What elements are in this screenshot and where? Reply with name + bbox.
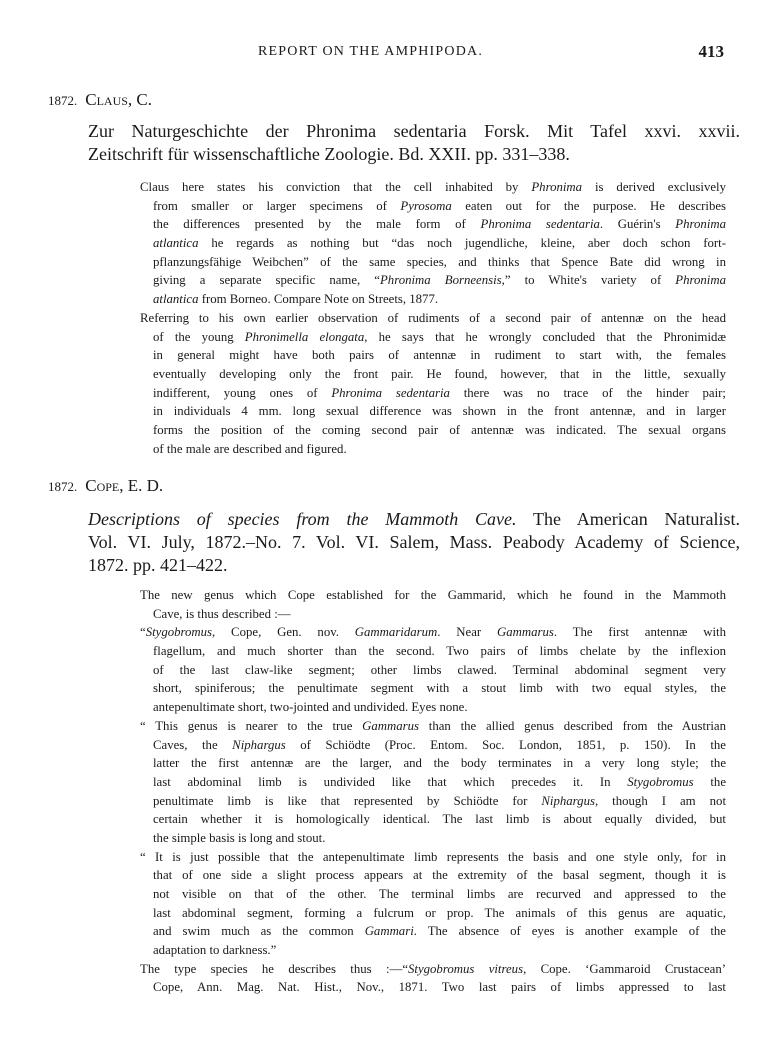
page-number: 413 (698, 42, 724, 61)
entry-summary (140, 586, 726, 997)
text-run: than the allied genus described from the Austrian (419, 718, 726, 733)
text-line (140, 290, 726, 309)
text-run: short, spiniferous; the penultimate segment with a stout limb with two equal styles, the (153, 681, 726, 696)
italic-term: Phronima (531, 180, 583, 194)
entry-year: 1872. (48, 479, 78, 494)
text-run: of the young (153, 329, 245, 344)
text-line (140, 440, 726, 459)
text-run: not visible on that of the other. The terminal limbs are recurved and appressed to the (153, 887, 726, 901)
text-line (140, 234, 726, 253)
running-head (0, 44, 776, 64)
text-line (140, 365, 726, 384)
italic-term: Phronimella elongata (244, 329, 365, 344)
entry-summary (140, 178, 726, 458)
text-line (140, 698, 726, 717)
text-run: . Guérin's (599, 217, 676, 232)
text-line (140, 978, 726, 997)
text-line (140, 328, 726, 347)
text-run: “ It is just possible that the antepenultimate limb represents the basis and one style only, for in (140, 849, 726, 864)
italic-term: Gammaridarum (354, 625, 438, 640)
text-run: of Schiödte (Proc. Entom. Soc. London, 1851, p. 150). In the (285, 737, 726, 752)
text-run: Claus here states his conviction that the cell inhabited by (140, 180, 532, 194)
text-run: . The absence of eyes is another example of the (413, 924, 726, 939)
citation-line: 1872. pp. 421–422. (88, 555, 228, 575)
italic-term: Stygobromus (145, 625, 213, 640)
text-line (140, 253, 726, 272)
text-run: in general might have both pairs of antennæ in rudiment to start with, the females (153, 348, 726, 363)
italic-term: Stygobromus (627, 774, 694, 789)
text-run: The new genus which Cope established for the Gammarid, which he found in the Mammoth (140, 588, 726, 602)
text-run: adaptation to darkness.” (153, 943, 277, 958)
text-line (140, 941, 726, 960)
italic-term: atlantica (153, 292, 199, 307)
text-run: antepenultimate short, two-jointed and undivided. Eyes none. (153, 700, 468, 715)
text-run: from smaller or larger specimens of (153, 198, 401, 213)
citation-line: Zur Naturgeschichte der Phronima sedentaria Forsk. Mit Tafel xxvi. xxvii. (88, 121, 740, 141)
text-line (140, 885, 726, 904)
text-run: , though I am not (594, 793, 726, 808)
text-run: is derived exclusively (582, 180, 726, 194)
text-run: , Cope, Gen. nov. (212, 625, 355, 640)
text-line (140, 346, 726, 365)
text-line (140, 309, 726, 328)
text-run: last abdominal limb is undivided like that which precedes it. In (153, 774, 628, 789)
text-line (140, 215, 726, 234)
text-line (140, 754, 726, 773)
text-line (140, 402, 726, 421)
entry-author: Claus, C. (85, 90, 153, 109)
text-line (140, 736, 726, 755)
text-run: that of one side a slight process appears at the extremity of the basal segment, though it is (153, 868, 726, 883)
citation-line: Zeitschrift für wissenschaftliche Zoologie. Bd. XXII. pp. 331–338. (88, 144, 570, 164)
text-line (140, 605, 726, 624)
text-line (140, 197, 726, 216)
text-run: forms the position of the coming second pair of antennæ was indicated. The sexual organs (153, 422, 726, 437)
italic-term: Niphargus (232, 737, 286, 752)
text-run: giving a separate specific name, “ (153, 273, 380, 288)
text-line (140, 586, 726, 605)
text-line (140, 623, 726, 642)
citation-line (88, 508, 740, 531)
text-run: ” to White's variety of (504, 273, 676, 288)
italic-term: Phronima (675, 273, 726, 288)
text-run: “ This genus is nearer to the true (140, 718, 363, 733)
text-run: “ (140, 625, 146, 640)
text-run: the differences presented by the male form of (153, 217, 481, 232)
text-run: in individuals 4 mm. long sexual difference was shown in the front antennæ, and in larger (153, 404, 726, 419)
text-run: indifferent, young ones of (153, 385, 332, 400)
text-run: eaten out for the purpose. He describes (451, 198, 726, 213)
italic-term: Phronima sedentaria (331, 385, 450, 400)
entry-heading (48, 476, 163, 496)
entry-heading (48, 90, 152, 110)
text-line (140, 866, 726, 885)
text-run: last abdominal segment, forming a fulcrum or prop. The animals of this genus are aquatic, (153, 905, 726, 920)
text-line (140, 421, 726, 440)
text-line (140, 848, 726, 867)
text-line (140, 773, 726, 792)
italic-term: Phronima sedentaria (480, 217, 600, 232)
text-line (140, 717, 726, 736)
entry-year: 1872. (48, 93, 78, 108)
italic-term: Niphargus (541, 793, 595, 808)
citation-line: Vol. VI. July, 1872.–No. 7. Vol. VI. Salem, Mass. Peabody Academy of Science, (88, 532, 740, 552)
italic-term: atlantica (153, 236, 199, 251)
text-run: latter the first antennæ are the larger, and the body terminates in a very long style; the (153, 756, 726, 771)
italic-term: Gammarus (362, 718, 420, 733)
text-run: flagellum, and much shorter than the second. Two pairs of limbs chelate by the inflexion (153, 644, 726, 659)
text-line (140, 642, 726, 661)
text-run: certain whether it is homologically identical. The last limb is about equally divided, but (153, 812, 726, 827)
text-line (140, 384, 726, 403)
text-run: . Near (437, 625, 497, 640)
text-line (140, 661, 726, 680)
entry-author: Cope, E. D. (85, 476, 164, 495)
text-run: penultimate limb is like that represented by Schiödte for (153, 793, 542, 808)
text-line (140, 178, 726, 197)
text-run: and swim much as the common (153, 924, 365, 939)
text-line (140, 810, 726, 829)
citation (88, 120, 740, 166)
text-line (140, 922, 726, 941)
text-run: , he says that he wrongly concluded that the Phronimidæ (364, 329, 726, 344)
running-title: REPORT ON THE AMPHIPODA. (258, 44, 484, 59)
text-run: Caves, the (153, 737, 233, 752)
italic-term: Phronima (675, 217, 726, 232)
italic-term: Stygobromus vitreus (408, 961, 524, 976)
text-run: Cave, is thus described :— (153, 606, 291, 621)
text-run: , Cope. ‘Gammaroid Crustacean’ (523, 961, 726, 976)
text-line (140, 960, 726, 979)
text-run: The type species he describes thus :—“ (140, 961, 408, 976)
italic-term: Pyrosoma (400, 198, 452, 213)
text-run: eventually developing only the front pair. He found, however, that in the little, sexually (153, 366, 726, 381)
text-line (140, 904, 726, 923)
text-line (140, 271, 726, 290)
italic-term: Gammarus (496, 625, 554, 640)
text-run: he regards as nothing but “das noch jugendliche, kleine, aber doch schon fort- (198, 236, 726, 251)
text-line (140, 679, 726, 698)
text-run: there was no trace of the hinder pair; (449, 385, 726, 400)
italic-term: Phronima Borneensis, (379, 273, 505, 288)
citation-journal: The American Naturalist. (516, 509, 741, 529)
text-line (140, 829, 726, 848)
text-run: Cope, Ann. Mag. Nat. Hist., Nov., 1871. Two last pairs of limbs appressed to last (153, 980, 726, 995)
text-run: . The first antennæ with (553, 625, 726, 640)
text-run: of the last claw-like segment; other limbs clawed. Terminal abdominal segment very (153, 662, 726, 677)
citation (88, 508, 740, 577)
text-run: of the male are described and figured. (153, 441, 347, 456)
text-run: Referring to his own earlier observation of rudiments of a second pair of antennæ on the head (140, 310, 726, 325)
text-run: the simple basis is long and stout. (153, 830, 326, 845)
text-run: from Borneo. Compare Note on Streets, 1877. (198, 292, 439, 307)
citation-title: Descriptions of species from the Mammoth Cave. (88, 509, 517, 529)
text-line (140, 792, 726, 811)
italic-term: Gammari (364, 924, 414, 939)
text-run: pflanzungsfähige Weibchen” of the same species, and thinks that Spence Bate did wrong in (153, 254, 726, 269)
text-run: the (693, 774, 726, 789)
